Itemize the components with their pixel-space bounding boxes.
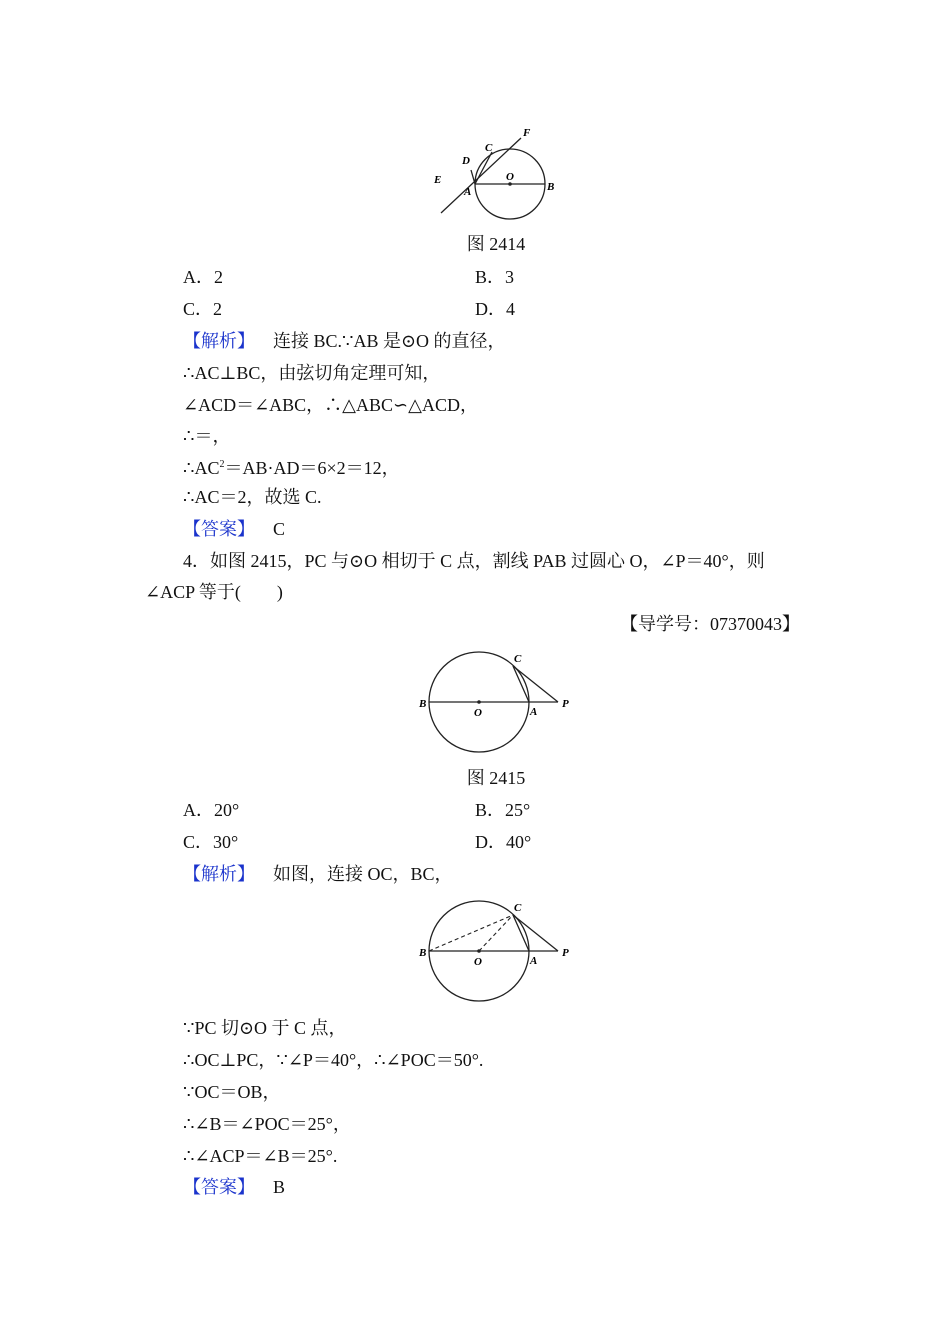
label-b: B xyxy=(419,698,427,710)
label-a: A xyxy=(530,955,538,967)
q4-analysis-line-5: ∴∠ACP＝∠B＝25°. xyxy=(183,1146,338,1166)
label-o: O xyxy=(474,707,482,719)
label-p: P xyxy=(562,698,569,710)
figure-caption-2415: 图 2415 xyxy=(466,768,526,788)
q3-analysis-text-1: 连接 BC.∵AB 是⊙O 的直径， xyxy=(273,331,506,351)
label-d: D xyxy=(462,155,470,167)
q3-answer-value: C xyxy=(273,519,286,539)
q4-analysis-line-1: ∵PC 切⊙O 于 C 点， xyxy=(183,1018,347,1038)
label-b: B xyxy=(547,181,555,193)
label-e: E xyxy=(434,174,442,186)
q4-stem-line-1: 4．如图 2415，PC 与⊙O 相切于 C 点，割线 PAB 过圆心 O，∠P＝40°，则 xyxy=(183,551,765,571)
label-a: A xyxy=(464,186,472,198)
q3-option-d: D．4 xyxy=(475,299,515,319)
label-c: C xyxy=(514,653,522,665)
label-c: C xyxy=(514,902,522,914)
label-f: F xyxy=(523,127,531,139)
q3-option-b: B．3 xyxy=(475,267,515,287)
q4-guide-number: 【导学号：07370043】 xyxy=(620,614,800,634)
q4-answer-tag: 【答案】 xyxy=(183,1177,255,1197)
figure-caption-2414: 图 2414 xyxy=(466,234,526,254)
tangent-pc xyxy=(513,915,558,951)
q3-analysis-line-6: ∴AC＝2，故选 C. xyxy=(183,487,322,507)
q3-analysis-line-4: ∴＝， xyxy=(183,426,231,446)
q3-analysis-line-3: ∠ACD＝∠ABC，∴△ABC∽△ACD， xyxy=(183,395,478,415)
dashed-oc xyxy=(479,915,513,951)
q3-option-a: A．2 xyxy=(183,267,223,287)
q4-stem-line-2: ∠ACP 等于( ) xyxy=(145,582,283,602)
label-b: B xyxy=(419,947,427,959)
q4-answer-value: B xyxy=(273,1177,286,1197)
dashed-bc xyxy=(429,915,513,951)
label-p: P xyxy=(562,947,569,959)
q4-option-c: C．30° xyxy=(183,832,239,852)
q3-equation-text: ＝AB·AD＝6×2＝12， xyxy=(224,458,400,478)
q3-answer-tag: 【答案】 xyxy=(183,519,255,539)
segment-ca xyxy=(513,915,529,951)
label-c: C xyxy=(485,142,493,154)
q4-option-a: A．20° xyxy=(183,800,240,820)
q4-option-d: D．40° xyxy=(475,832,532,852)
q4-option-b: B．25° xyxy=(475,800,531,820)
q3-option-c: C．2 xyxy=(183,299,223,319)
q4-answer-line xyxy=(183,1175,285,1199)
q3-analysis-line-2: ∴AC⊥BC，由弦切角定理可知， xyxy=(183,363,441,383)
label-o: O xyxy=(474,956,482,968)
q3-ac-text: ∴AC xyxy=(183,458,220,478)
q4-analysis-line-3: ∵OC＝OB， xyxy=(183,1082,281,1102)
q4-analysis-line-2: ∴OC⊥PC，∵∠P＝40°，∴∠POC＝50°. xyxy=(183,1050,484,1070)
q3-analysis-tag: 【解析】 xyxy=(183,331,255,351)
center-dot xyxy=(477,949,481,953)
q4-analysis-intro-text: 如图，连接 OC，BC， xyxy=(273,864,453,884)
q3-superscript: 2 xyxy=(219,459,225,470)
q4-analysis-tag: 【解析】 xyxy=(183,864,255,884)
label-o: O xyxy=(506,171,514,183)
q4-analysis-line-4: ∴∠B＝∠POC＝25°， xyxy=(183,1114,351,1134)
label-a: A xyxy=(530,706,538,718)
